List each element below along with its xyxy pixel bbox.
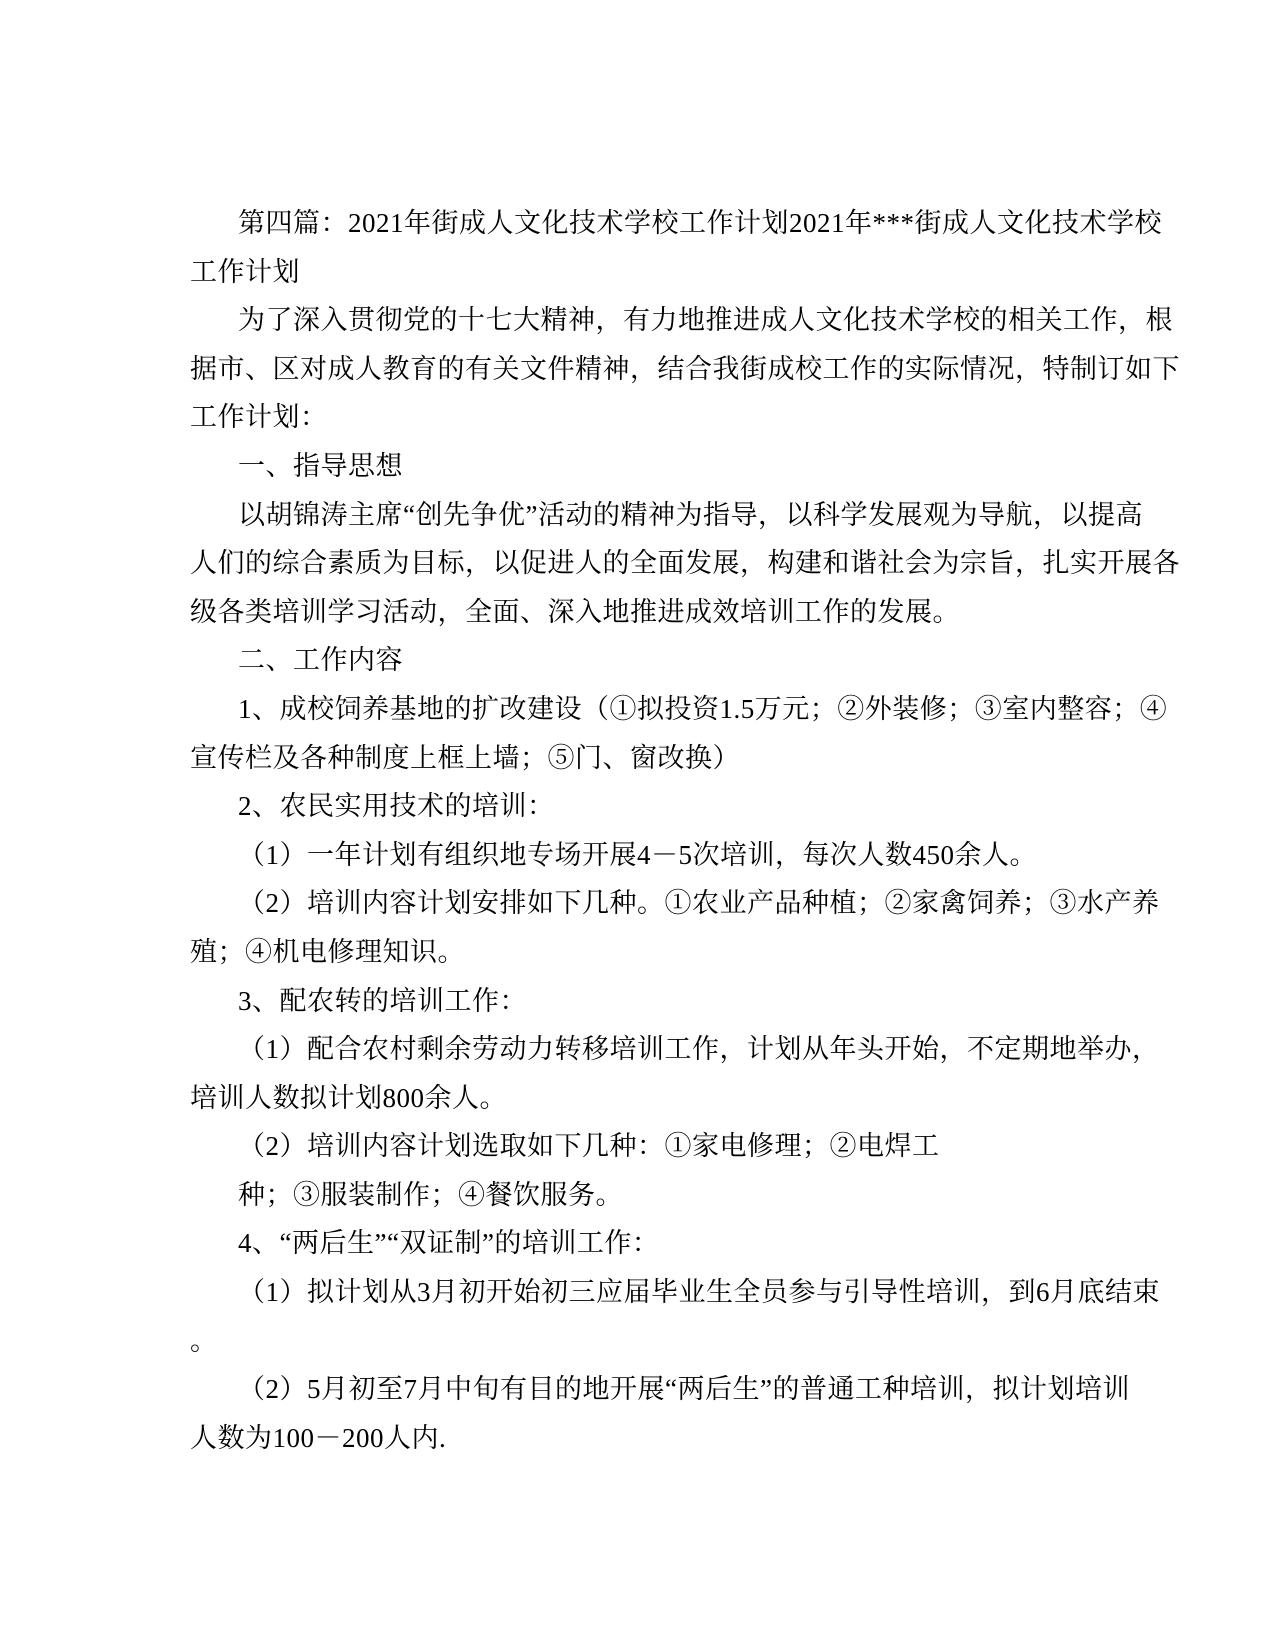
document-line: （2）培训内容计划安排如下几种。①农业产品种植；②家禽饲养；③水产养 [238, 888, 1160, 919]
document-line: 3、配农转的培训工作： [238, 985, 527, 1016]
document-line: 种；③服装制作；④餐饮服务。 [238, 1179, 623, 1210]
document-line: （1）拟计划从3月初开始初三应届毕业生全员参与引导性培训，到6月底结束 [238, 1277, 1160, 1308]
document-line: （2）5月初至7月中旬有目的地开展“两后生”的普通工种培训，拟计划培训 [238, 1374, 1130, 1405]
document-line: 二、工作内容 [238, 645, 403, 676]
document-line: （1）一年计划有组织地专场开展4－5次培训，每次人数450余人。 [238, 839, 1037, 870]
document-line: 为了深入贯彻党的十七大精神，有力地推进成人文化技术学校的相关工作，根 [238, 305, 1173, 336]
document-line: 据市、区对成人教育的有关文件精神，结合我街成校工作的实际情况，特制订如下 [190, 353, 1180, 384]
document-line: 宣传栏及各种制度上框上墙；⑤门、窗改换） [190, 742, 740, 773]
document-line: 工作计划 [190, 256, 300, 287]
document-line: 人数为100－200人内. [190, 1422, 447, 1453]
document-line: 培训人数拟计划800余人。 [190, 1082, 507, 1113]
document-line: （1）配合农村剩余劳动力转移培训工作，计划从年头开始，不定期地举办， [238, 1034, 1160, 1065]
document-line: 以胡锦涛主席“创先争优”活动的精神为指导，以科学发展观为导航，以提高 [238, 499, 1143, 530]
document-line: 2、农民实用技术的培训： [238, 791, 555, 822]
document-line: 1、成校饲养基地的扩改建设（①拟投资1.5万元；②外装修；③室内整容；④ [238, 693, 1168, 724]
document-line: 殖；④机电修理知识。 [190, 936, 465, 967]
document-line: 级各类培训学习活动，全面、深入地推进成效培训工作的发展。 [190, 596, 960, 627]
document-line: 4、“两后生”“双证制”的培训工作： [238, 1228, 660, 1259]
document-line: 一、指导思想 [238, 450, 403, 481]
document-line: 第四篇：2021年街成人文化技术学校工作计划2021年***街成人文化技术学校 [238, 208, 1162, 238]
document-line: 人们的综合素质为目标，以促进人的全面发展，构建和谐社会为宗旨，扎实开展各 [190, 548, 1180, 579]
document-line: 工作计划： [190, 402, 328, 433]
document-line: （2）培训内容计划选取如下几种：①家电修理；②电焊工 [238, 1131, 940, 1162]
document-body [190, 199, 1180, 1462]
document-line: 。 [190, 1325, 218, 1356]
